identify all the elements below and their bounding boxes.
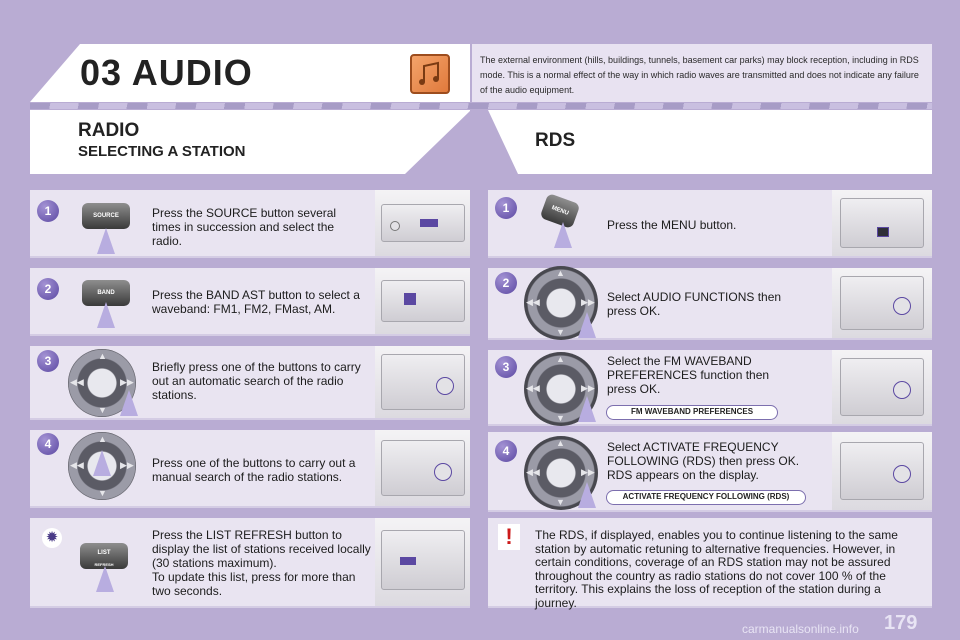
rds-warning-text: The RDS, if displayed, enables you to continue listening to the same station by automatic retuning to alternative frequencies. However, in certain conditions, coverage of an RDS station may not be assured throughout the country as radio stations do not cover 100 % of the territory. This explains the loss of reception of the station during a journey. bbox=[535, 528, 898, 610]
seek-back-icon: ◀◀ bbox=[526, 383, 540, 393]
radio-knob bbox=[390, 221, 400, 231]
seek-forward-icon: ▶▶ bbox=[120, 377, 134, 387]
down-arrow-icon: ▼ bbox=[556, 497, 565, 507]
band-key-highlight bbox=[404, 293, 416, 305]
radio-step-4-text: Press one of the buttons to carry out a manual search of the radio stations. bbox=[152, 456, 356, 484]
down-arrow-icon: ▼ bbox=[556, 327, 565, 337]
press-arrow-icon bbox=[97, 302, 115, 328]
header-stripe bbox=[30, 103, 932, 109]
radio-dial-highlight bbox=[893, 381, 911, 399]
seek-forward-icon: ▶▶ bbox=[581, 467, 595, 477]
radio-step-3-number: 3 bbox=[37, 350, 59, 372]
audio-chapter-icon bbox=[410, 54, 450, 94]
radio-step-3-text: Briefly press one of the buttons to carry out an automatic search of the radio stations. bbox=[152, 360, 361, 402]
radio-unit-image bbox=[840, 276, 924, 330]
press-arrow-icon bbox=[120, 390, 138, 416]
reception-note: The external environment (hills, buildings, tunnels, basement car parks) may block reception, including in RDS mode. This is a normal effect of the way in which radio waves are transmitted and does not indicate any failure of the audio equipment. bbox=[480, 55, 919, 95]
radio-subtitle: SELECTING A STATION bbox=[78, 143, 246, 160]
press-arrow-icon bbox=[578, 396, 596, 422]
fm-waveband-preferences-label: FM WAVEBAND PREFERENCES bbox=[606, 405, 778, 420]
activate-frequency-following-label: ACTIVATE FREQUENCY FOLLOWING (RDS) bbox=[606, 490, 806, 505]
rds-step-2-photo bbox=[832, 268, 932, 338]
band-key: BAND bbox=[82, 280, 130, 306]
rds-step-4-text: Select ACTIVATE FREQUENCY FOLLOWING (RDS) then press OK. RDS appears on the display. bbox=[607, 440, 800, 482]
refresh-key-label: REFRESH bbox=[94, 562, 114, 567]
rds-step-1-photo bbox=[832, 190, 932, 256]
tip-text-1: Press the LIST REFRESH button to display the list of stations received locally (30 stations maximum). bbox=[152, 528, 371, 570]
press-arrow-icon bbox=[96, 566, 114, 592]
radio-title: RADIO bbox=[78, 120, 140, 141]
radio-step-4-number: 4 bbox=[37, 433, 59, 455]
up-arrow-icon: ▲ bbox=[98, 351, 107, 361]
radio-dial-highlight bbox=[436, 377, 454, 395]
source-key: SOURCE bbox=[82, 203, 130, 229]
seek-forward-icon: ▶▶ bbox=[120, 460, 134, 470]
radio-unit-image bbox=[840, 442, 924, 500]
radio-step-1-number: 1 bbox=[37, 200, 59, 222]
radio-unit-image bbox=[840, 358, 924, 416]
radio-step-2-text: Press the BAND AST button to select a waveband: FM1, FM2, FMast, AM. bbox=[152, 288, 360, 316]
up-arrow-icon: ▲ bbox=[98, 434, 107, 444]
down-arrow-icon: ▼ bbox=[98, 405, 107, 415]
press-arrow-icon bbox=[97, 228, 115, 254]
menu-key-highlight bbox=[877, 227, 889, 237]
rds-step-3-photo bbox=[832, 350, 932, 424]
down-arrow-icon: ▼ bbox=[556, 413, 565, 423]
press-arrow-icon bbox=[578, 482, 596, 508]
list-key-highlight bbox=[400, 557, 416, 565]
up-arrow-icon: ▲ bbox=[556, 268, 565, 278]
rds-step-3-number: 3 bbox=[495, 356, 517, 378]
radio-unit-image bbox=[840, 198, 924, 248]
rds-step-1-number: 1 bbox=[495, 197, 517, 219]
press-arrow-icon bbox=[578, 312, 596, 338]
radio-step-2-number: 2 bbox=[37, 278, 59, 300]
down-arrow-icon: ▼ bbox=[98, 488, 107, 498]
radio-unit-image bbox=[381, 530, 465, 590]
menu-key: MENU bbox=[540, 193, 581, 229]
radio-step-3-photo bbox=[375, 346, 470, 418]
seek-back-icon: ◀◀ bbox=[526, 467, 540, 477]
info-sun-icon: ✹ bbox=[42, 528, 62, 548]
seek-back-icon: ◀◀ bbox=[526, 297, 540, 307]
radio-unit-image bbox=[381, 204, 465, 242]
watermark: carmanualsonline.info bbox=[742, 622, 859, 636]
rds-title: RDS bbox=[535, 130, 576, 151]
tip-photo bbox=[375, 518, 470, 606]
radio-unit-image bbox=[381, 440, 465, 496]
radio-dial-highlight bbox=[893, 465, 911, 483]
warning-icon: ! bbox=[498, 524, 520, 550]
source-key-highlight bbox=[420, 219, 438, 227]
rds-step-2-text: Select AUDIO FUNCTIONS then press OK. bbox=[607, 290, 782, 318]
radio-step-1-text: Press the SOURCE button several times in succession and select the radio. bbox=[152, 206, 337, 248]
seek-back-icon: ◀◀ bbox=[70, 377, 84, 387]
radio-step-1-photo bbox=[375, 190, 470, 256]
music-note-icon bbox=[412, 56, 448, 92]
rds-step-3-text: Select the FM WAVEBAND PREFERENCES function then press OK. bbox=[607, 354, 770, 396]
up-arrow-icon: ▲ bbox=[556, 438, 565, 448]
rds-step-1-text: Press the MENU button. bbox=[607, 218, 737, 232]
press-arrow-icon bbox=[93, 450, 111, 476]
rds-step-4-number: 4 bbox=[495, 440, 517, 462]
seek-forward-icon: ▶▶ bbox=[581, 383, 595, 393]
seek-back-icon: ◀◀ bbox=[70, 460, 84, 470]
radio-step-4-photo bbox=[375, 430, 470, 506]
up-arrow-icon: ▲ bbox=[556, 354, 565, 364]
press-arrow-icon bbox=[554, 222, 572, 248]
page-title: 03 AUDIO bbox=[80, 52, 253, 93]
radio-step-2-photo bbox=[375, 268, 470, 334]
tip-text-2: To update this list, press for more than two seconds. bbox=[152, 570, 356, 598]
radio-unit-image bbox=[381, 280, 465, 322]
seek-forward-icon: ▶▶ bbox=[581, 297, 595, 307]
radio-dial-highlight bbox=[893, 297, 911, 315]
list-key-label: LIST bbox=[97, 550, 111, 556]
rds-step-2-number: 2 bbox=[495, 272, 517, 294]
radio-unit-image bbox=[381, 354, 465, 410]
page-number: 179 bbox=[884, 612, 918, 634]
radio-dial-highlight bbox=[434, 463, 452, 481]
rds-step-4-photo bbox=[832, 432, 932, 510]
